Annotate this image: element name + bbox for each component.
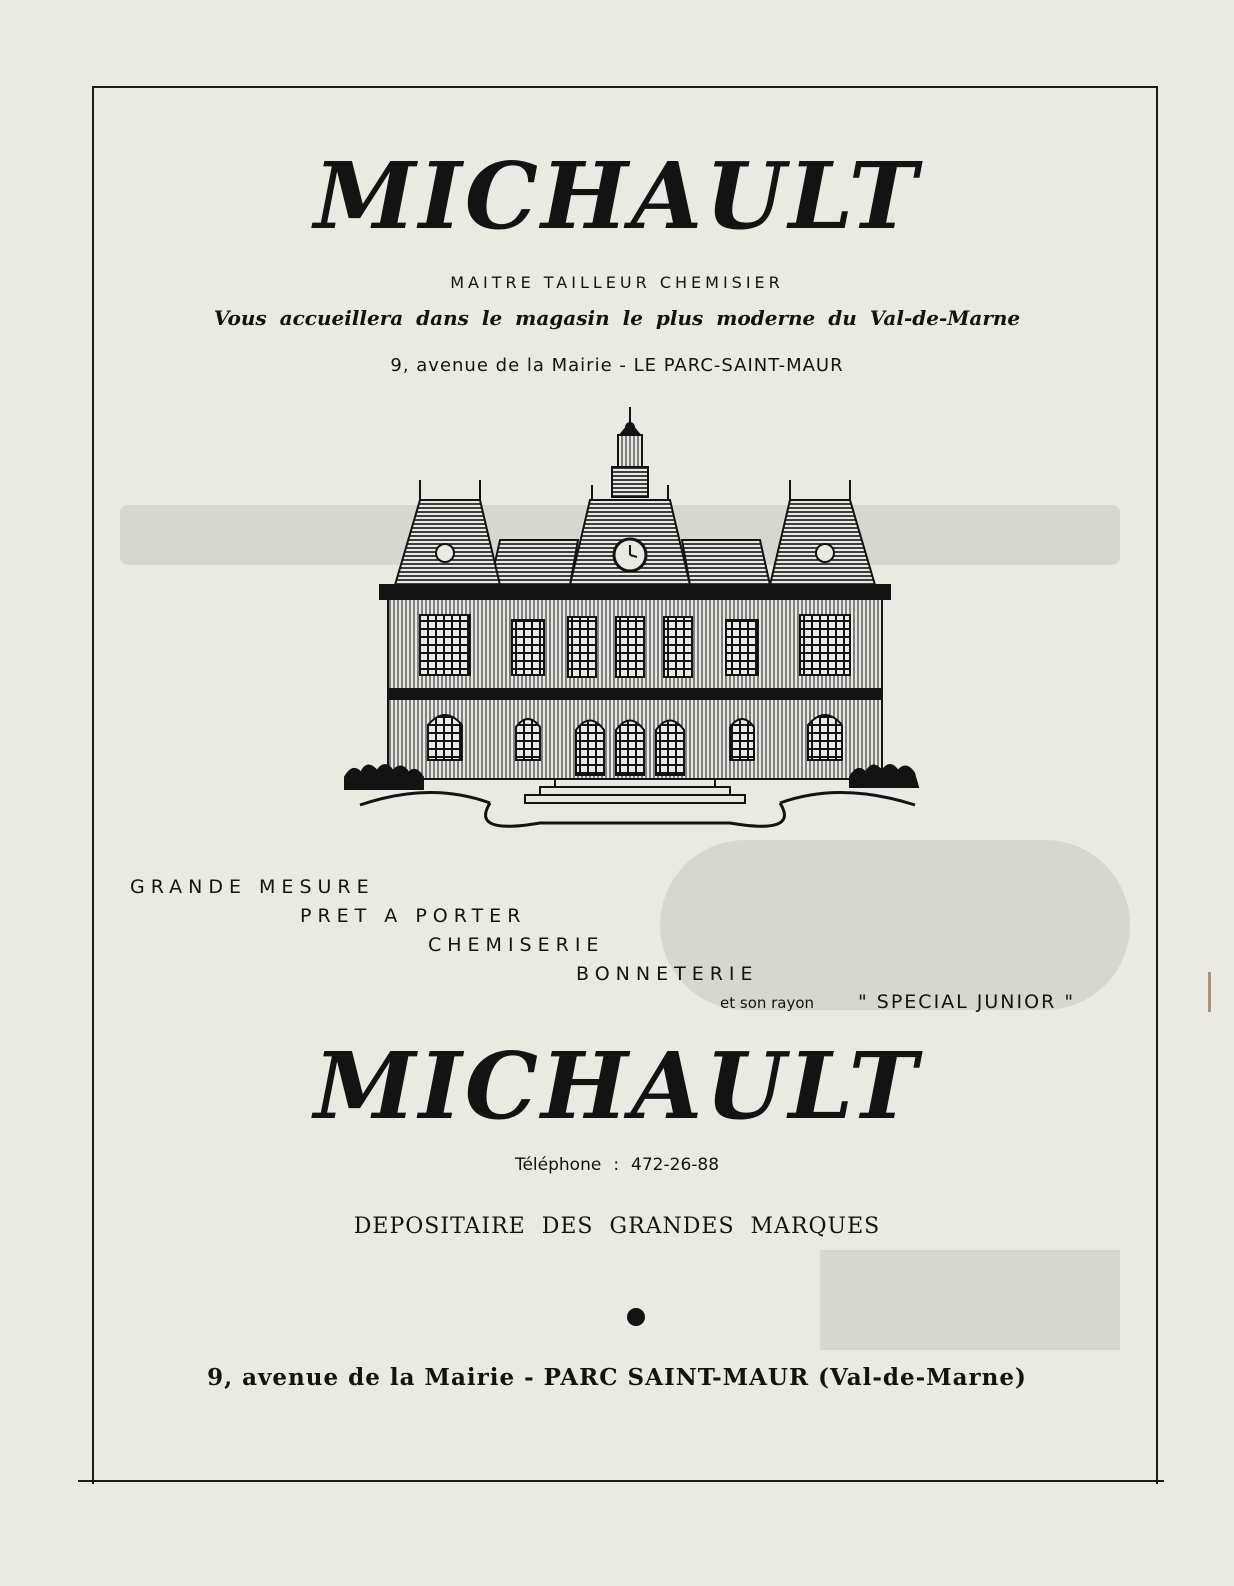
bottom-rule bbox=[78, 1480, 1164, 1482]
brand-title-top: MICHAULT bbox=[313, 142, 921, 250]
subtitle: MAITRE TAILLEUR CHEMISIER bbox=[450, 273, 784, 292]
paper-blemish bbox=[1208, 972, 1211, 1012]
special-junior-label: " SPECIAL JUNIOR " bbox=[858, 991, 1076, 1013]
phone-number: 472-26-88 bbox=[631, 1155, 720, 1175]
address-top: 9, avenue de la Mairie - LE PARC-SAINT-MAUR bbox=[390, 355, 844, 376]
phone-label: Téléphone bbox=[514, 1155, 602, 1175]
junior-prefix: et son rayon bbox=[720, 994, 815, 1012]
town-hall-illustration bbox=[340, 405, 930, 845]
bullet-dot bbox=[627, 1308, 645, 1326]
service-chemiserie: CHEMISERIE bbox=[428, 934, 605, 956]
service-grande-mesure: GRANDE MESURE bbox=[130, 876, 375, 898]
brand-title-bottom: MICHAULT bbox=[313, 1032, 921, 1140]
tagline: Vous accueillera dans le magasin le plus moderne du Val-de-Marne bbox=[213, 306, 1021, 330]
service-pret-a-porter: PRET A PORTER bbox=[300, 905, 527, 927]
phone-separator: : bbox=[613, 1155, 620, 1175]
bleed-through-block bbox=[820, 1250, 1120, 1350]
service-bonneterie: BONNETERIE bbox=[576, 963, 759, 985]
depositaire-line: DEPOSITAIRE DES GRANDES MARQUES bbox=[353, 1214, 881, 1239]
address-bottom: 9, avenue de la Mairie - PARC SAINT-MAUR (Val-de-Marne) bbox=[207, 1364, 1027, 1391]
phone-line bbox=[0, 1155, 1234, 1175]
